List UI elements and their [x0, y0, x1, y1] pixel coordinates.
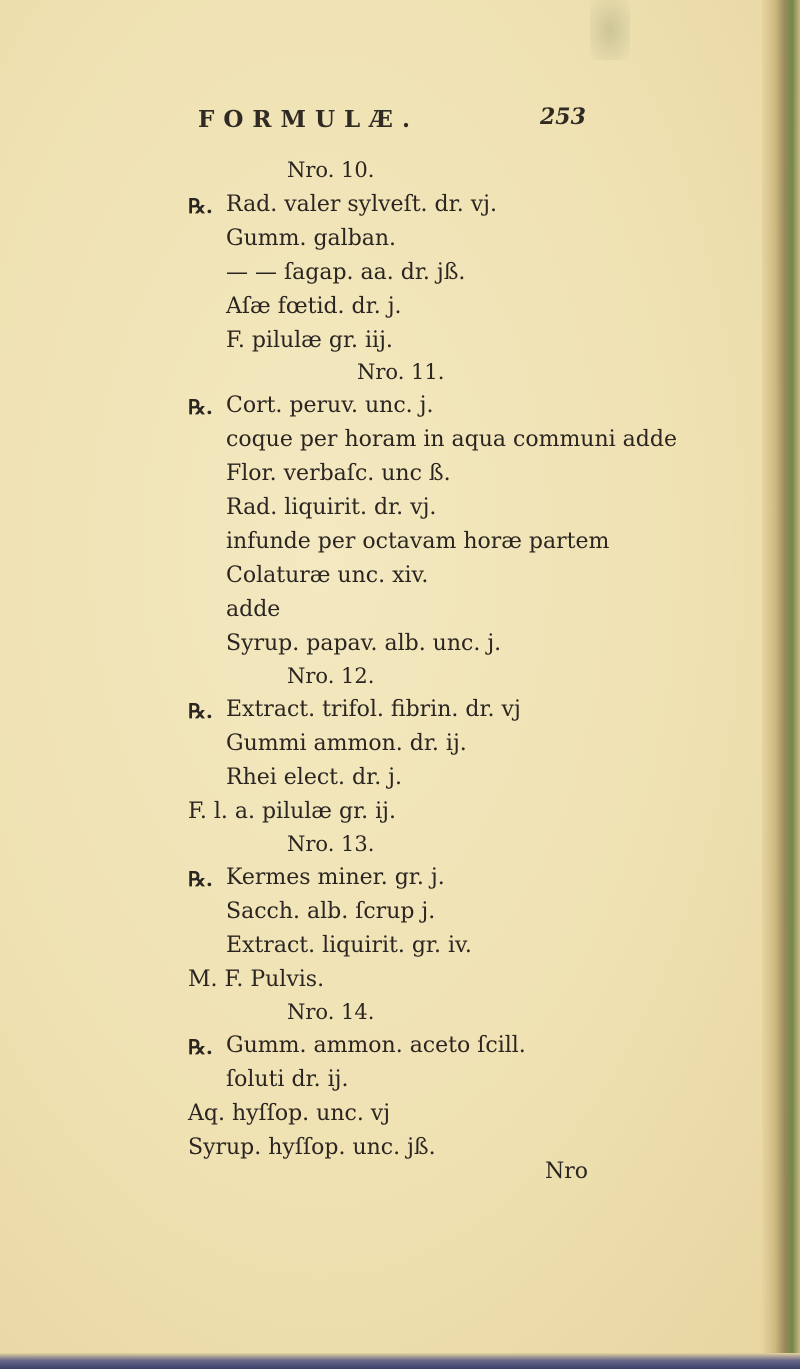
ingredient-line: — — ſagap. aa. dr. jß. [226, 260, 466, 285]
ingredient-line: Rad. valer sylveſt. dr. vj. [226, 192, 497, 217]
ingredient-line: ſoluti dr. ij. [226, 1067, 349, 1092]
instruction-line: M. F. Pulvis. [188, 967, 325, 992]
recipe-symbol: ℞. [188, 699, 213, 723]
ingredient-line: Kermes miner. gr. j. [226, 865, 445, 890]
ingredient-line: Sacch. alb. ſcrup j. [226, 899, 436, 924]
instruction-line: adde [226, 597, 281, 622]
recipe-symbol: ℞. [188, 395, 213, 419]
ingredient-line: Gumm. ammon. aceto ſcill. [226, 1033, 526, 1058]
ingredient-line: Rhei elect. dr. j. [226, 765, 402, 790]
formula-number-11: Nro. 11. [357, 360, 445, 384]
ingredient-line: Extract. trifol. fibrin. dr. vj [226, 697, 521, 722]
catchword: Nro [545, 1159, 589, 1184]
ingredient-line: Gumm. galban. [226, 226, 397, 251]
ingredient-line: Aſæ fœtid. dr. j. [226, 294, 402, 319]
recipe-symbol: ℞. [188, 867, 213, 891]
ingredient-line: Extract. liquirit. gr. iv. [226, 933, 472, 958]
ingredient-line: Aq. hyſſop. unc. vj [188, 1101, 391, 1126]
formula-number-12: Nro. 12. [287, 664, 375, 688]
formula-number-13: Nro. 13. [287, 832, 375, 856]
instruction-line: coque per horam in aqua communi adde [226, 427, 677, 452]
page-edge-bottom [0, 1353, 800, 1369]
ingredient-line: Syrup. papav. alb. unc. j. [226, 631, 502, 656]
ingredient-line: Gummi ammon. dr. ij. [226, 731, 467, 756]
recipe-symbol: ℞. [188, 1035, 213, 1059]
page-edge-right [762, 0, 800, 1369]
page-stain [590, 0, 630, 60]
instruction-line: F. pilulæ gr. iij. [226, 328, 393, 353]
instruction-line: F. l. a. pilulæ gr. ij. [188, 799, 397, 824]
ingredient-line: Rad. liquirit. dr. vj. [226, 495, 437, 520]
ingredient-line: Flor. verbaſc. unc ß. [226, 461, 451, 486]
page-number: 253 [540, 104, 586, 130]
instruction-line: infunde per octavam horæ partem [226, 529, 610, 554]
ingredient-line: Cort. peruv. unc. j. [226, 393, 434, 418]
running-header: FORMULÆ. [198, 106, 419, 133]
formula-number-10: Nro. 10. [287, 158, 375, 182]
recipe-symbol: ℞. [188, 194, 213, 218]
ingredient-line: Colaturæ unc. xiv. [226, 563, 429, 588]
ingredient-line: Syrup. hyſſop. unc. jß. [188, 1135, 436, 1160]
formula-number-14: Nro. 14. [287, 1000, 375, 1024]
